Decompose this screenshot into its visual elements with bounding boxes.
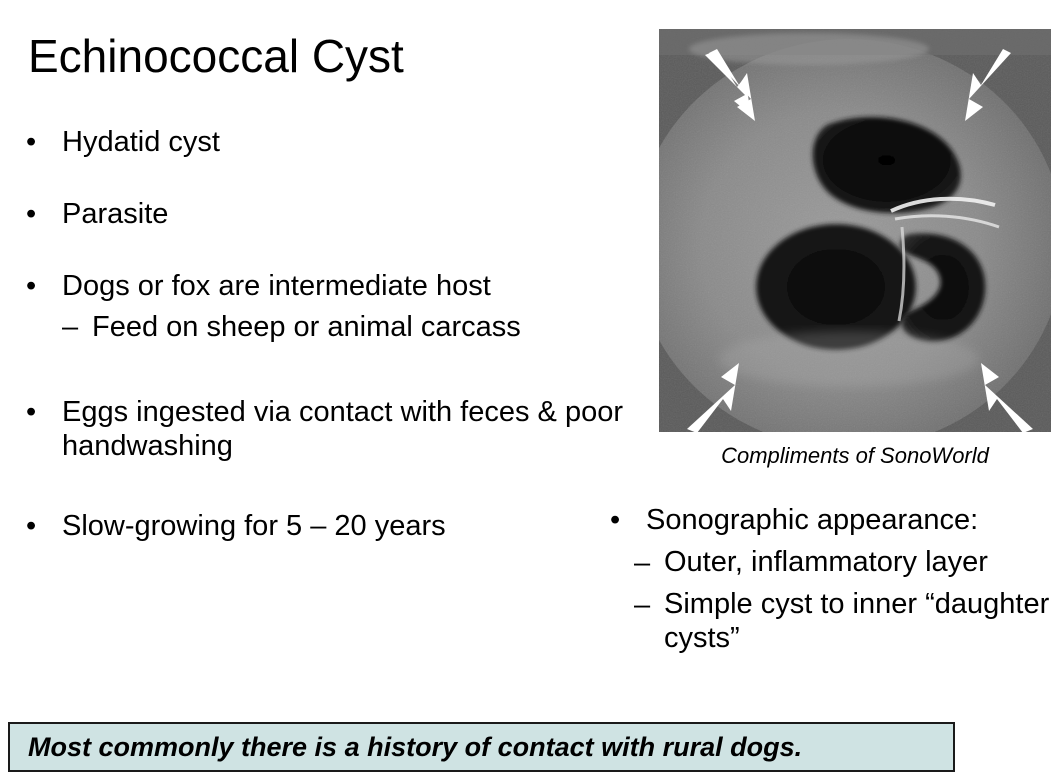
bullet-dot-icon: • [26,510,37,542]
list-item-label: Hydatid cyst [62,126,220,158]
sub-list-item-label: Feed on sheep or animal carcass [92,311,521,343]
list-item [602,503,1059,537]
ultrasound-image-graphic [659,29,1051,432]
sub-dash-icon: – [634,589,651,621]
sub-list-item-label: Simple cyst to inner “daughter cysts” [664,588,1050,654]
summary-banner [8,722,955,772]
list-item [14,125,654,159]
bullet-dot-icon: • [26,198,37,230]
left-bullet-list [14,125,654,543]
sub-list-item-label: Outer, inflammatory layer [664,546,988,578]
list-item [14,395,654,463]
sub-list-item [602,545,1059,579]
sub-list-item [602,587,1059,655]
list-item-label: Eggs ingested via contact with feces & poor handwashing [62,396,623,462]
list-item [14,509,654,543]
list-item [14,269,654,345]
bullet-dot-icon: • [26,126,37,158]
list-item-label: Parasite [62,198,169,230]
ultrasound-image [659,29,1051,432]
list-item [14,197,654,231]
bullet-dot-icon: • [610,504,621,536]
list-item-label: Sonographic appearance: [646,504,979,536]
cyst-left [756,224,916,350]
page-title: Echinococcal Cyst [28,30,404,82]
bullet-dot-icon: • [26,270,37,302]
sub-dash-icon: – [634,547,651,579]
right-bullet-list [602,503,1059,655]
image-caption: Compliments of SonoWorld [721,443,989,468]
bullet-dot-icon: • [26,396,37,428]
summary-banner-text: Most commonly there is a history of contact with rural dogs. [28,732,803,762]
sub-list-item [62,309,654,345]
list-item-label: Slow-growing for 5 – 20 years [62,510,446,542]
list-item-label: Dogs or fox are intermediate host [62,270,491,302]
sub-dash-icon: – [62,311,79,343]
